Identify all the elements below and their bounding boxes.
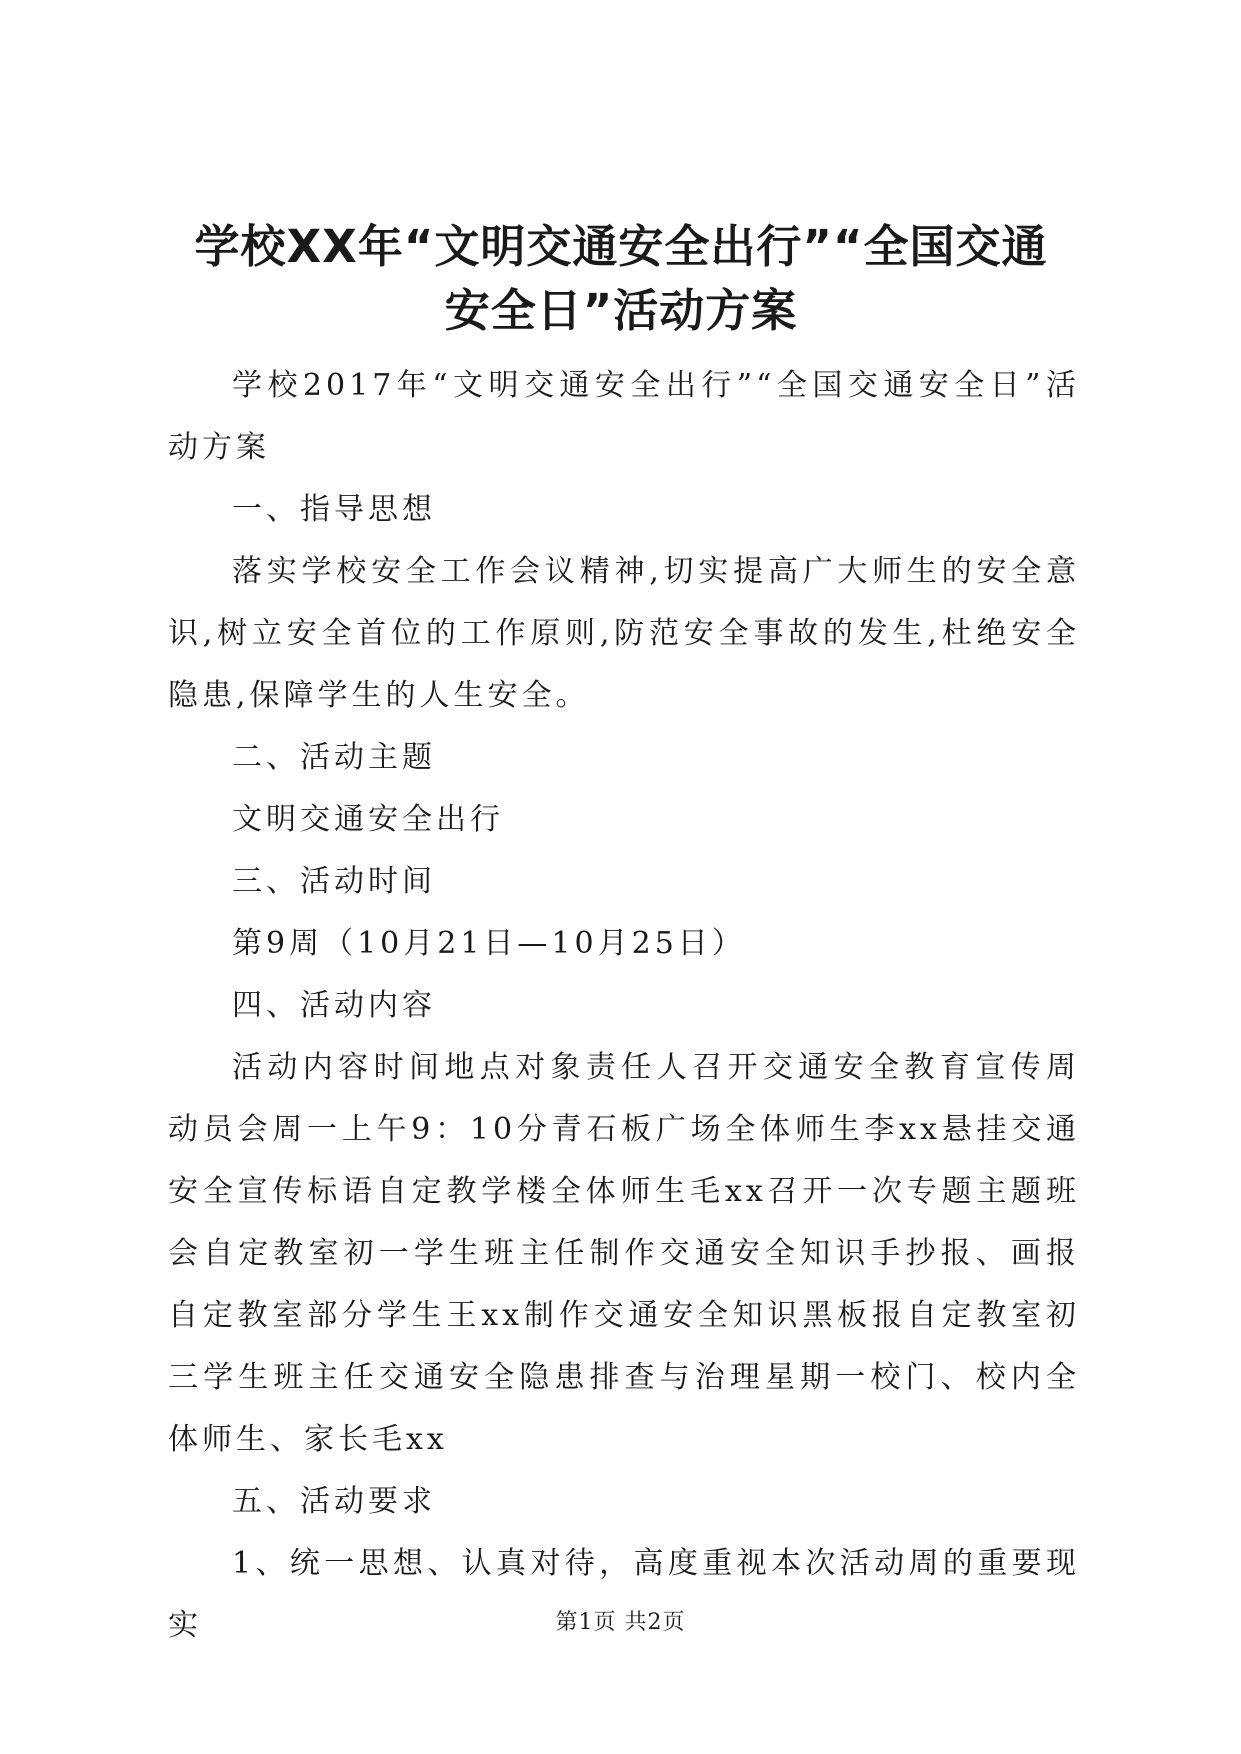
page-number-footer: 第1页 共2页 — [555, 1610, 686, 1635]
heading-activity-requirements: 五、活动要求 — [232, 1484, 436, 1519]
paragraph-subtitle: 学校2017年“文明交通安全出行”“全国交通安全日”活动方案 — [168, 368, 1080, 465]
heading-activity-time: 三、活动时间 — [232, 864, 436, 899]
document-body — [168, 355, 1080, 1657]
paragraph-activity-time: 第9周（10月21日—10月25日） — [232, 926, 746, 961]
title-line-2: 安全日”活动方案 — [444, 284, 798, 337]
paragraph-activity-theme: 文明交通安全出行 — [232, 802, 504, 837]
paragraph-activity-content: 活动内容时间地点对象责任人召开交通安全教育宣传周动员会周一上午9：10分青石板广场全体师生李xx悬挂交通安全宣传标语自定教学楼全体师生毛xx召开一次专题主题班会自定教室初一学生班主任制作交通安全知识手抄报、画报自定教室部分学生王xx制作交通安全知识黑板报自定教室初三学生班主任交通安全隐患排查与治理星期一校门、校内全体师生、家长毛xx — [168, 1050, 1080, 1457]
heading-guiding-ideology: 一、指导思想 — [232, 492, 436, 527]
heading-activity-content: 四、活动内容 — [232, 988, 436, 1023]
paragraph-requirement-1: 1、统一思想、认真对待，高度重视本次活动周的重要现实 — [168, 1546, 1080, 1643]
document-title — [160, 215, 1082, 343]
paragraph-guiding-ideology: 落实学校安全工作会议精神,切实提高广大师生的安全意识,树立安全首位的工作原则,防范安全事故的发生,杜绝安全隐患,保障学生的人生安全。 — [168, 554, 1080, 713]
heading-activity-theme: 二、活动主题 — [232, 740, 436, 775]
title-line-1: 学校XX年“文明交通安全出行”“全国交通 — [194, 220, 1048, 273]
